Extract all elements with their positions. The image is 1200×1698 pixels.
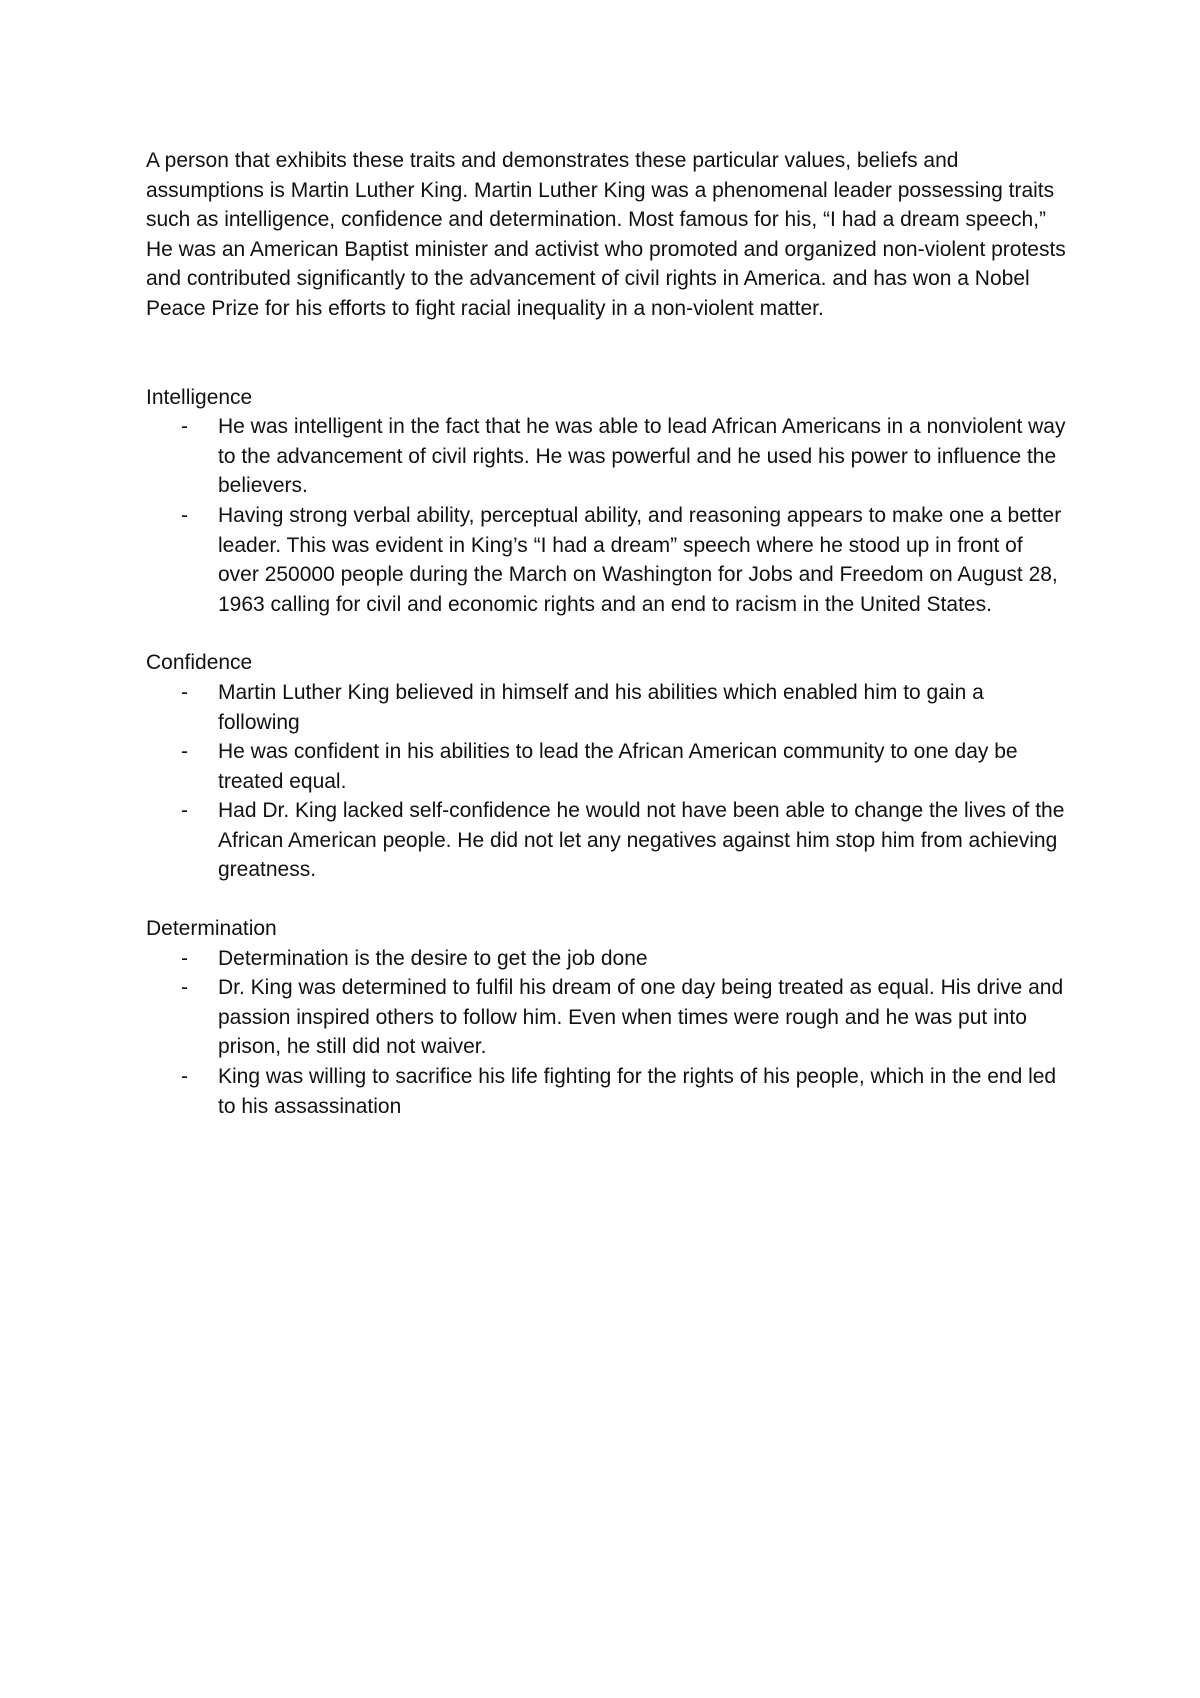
list-item	[181, 412, 1066, 501]
list-item	[181, 796, 1066, 885]
list-item-text: King was willing to sacrifice his life fighting for the rights of his people, which in the end led to his assassination	[218, 1065, 1057, 1118]
bullet-dash: -	[181, 976, 188, 1000]
bullet-dash: -	[181, 946, 188, 970]
section-heading-determination: Determination	[146, 917, 277, 941]
bullet-dash: -	[181, 1065, 188, 1089]
list-item-text: Having strong verbal ability, perceptual ability, and reasoning appears to make one a better leader. This was evident in King’s “I had a dream” speech where he stood up in front of over 250000 people during the March on Washington for Jobs and Freedom on August 28, 1963 calling for civil and economic rights and an end to racism in the United States.	[218, 503, 1062, 616]
determination-list	[146, 944, 1066, 1122]
list-item-text: He was intelligent in the fact that he was able to lead African Americans in a nonviolent way to the advancement of civil rights. He was powerful and he used his power to influence the believers.	[218, 415, 1066, 498]
bullet-dash: -	[181, 799, 188, 823]
list-item	[181, 973, 1066, 1062]
list-item	[181, 944, 1066, 974]
list-item-text: Determination is the desire to get the job done	[218, 946, 648, 970]
confidence-list	[146, 678, 1066, 885]
section-determination	[146, 914, 1066, 1121]
section-heading-intelligence: Intelligence	[146, 385, 253, 409]
list-item	[181, 501, 1066, 619]
intro-paragraph: A person that exhibits these traits and demonstrates these particular values, beliefs and assumptions is Martin Luther King. Martin Luther King was a phenomenal leader possessing traits such as intelligence, confidence and determination. Most famous for his, “I had a dream speech,” He was an American Baptist minister and activist who promoted and organized non-violent protests and contributed significantly to the advancement of civil rights in America. and has won a Nobel Peace Prize for his efforts to fight racial inequality in a non-violent matter.	[146, 149, 1066, 320]
list-item	[181, 678, 1066, 737]
bullet-dash: -	[181, 680, 188, 704]
list-item	[181, 737, 1066, 796]
section-confidence	[146, 648, 1066, 885]
list-item-text: He was confident in his abilities to lead the African American community to one day be treated equal.	[218, 740, 1018, 793]
bullet-dash: -	[181, 503, 188, 527]
list-item	[181, 1062, 1066, 1121]
bullet-dash: -	[181, 740, 188, 764]
section-intelligence	[146, 383, 1066, 620]
document-page	[146, 146, 1066, 1121]
intelligence-list	[146, 412, 1066, 619]
bullet-dash: -	[181, 415, 188, 439]
section-heading-confidence: Confidence	[146, 651, 253, 675]
list-item-text: Martin Luther King believed in himself and his abilities which enabled him to gain a following	[218, 680, 984, 734]
list-item-text: Had Dr. King lacked self-confidence he would not have been able to change the lives of the African American people. He did not let any negatives against him stop him from achieving greatness.	[218, 799, 1065, 882]
list-item-text: Dr. King was determined to fulfil his dream of one day being treated as equal. His drive and passion inspired others to follow him. Even when times were rough and he was put into prison, he still did not waiver.	[218, 976, 1064, 1059]
